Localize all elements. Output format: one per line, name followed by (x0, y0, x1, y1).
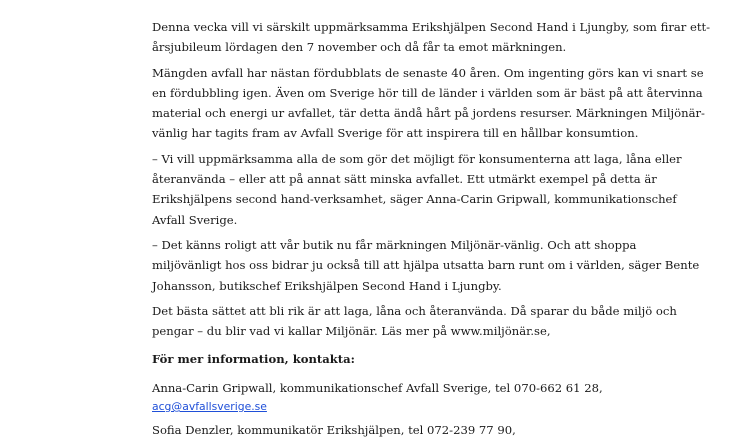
text-line: material och energi ur avfallet, tär detta ändå hårt på jordens resurser. Märkningen Miljönär- (152, 106, 705, 121)
text-line: miljövänligt hos oss bidrar ju också till att hjälpa utsatta barn runt om i världen, säger Bente (152, 258, 700, 273)
text-line: – Det känns roligt att vår butik nu får märkningen Miljönär-vänlig. Och att shoppa (152, 237, 637, 252)
paragraph-quote-gripwall (152, 149, 682, 230)
text-line: Det bästa sättet att bli rik är att laga, låna och återanvända. Då sparar du både miljö och (152, 303, 677, 318)
text-line: Erikshjälpens second hand-verksamhet, säger Anna-Carin Gripwall, kommunikationschef (152, 192, 677, 207)
text-line: Denna vecka vill vi särskilt uppmärksamma Erikshjälpen Second Hand i Ljungby, som firar ett- (152, 20, 711, 34)
text-line: en fördubbling igen. Även om Sverige hör till de länder i världen som är bäst på att återvinna (152, 85, 703, 100)
contact-person-denzler: Sofia Denzler, kommunikatör Erikshjälpen, tel 072-239 77 90, (152, 423, 516, 438)
text-line: Mängden avfall har nästan fördubblats de senaste 40 åren. Om ingenting görs kan vi snart se (152, 65, 704, 80)
text-line: pengar – du blir vad vi kallar Miljönär. Läs mer på www.miljönär.se, (152, 324, 551, 339)
contact-person-gripwall: Anna-Carin Gripwall, kommunikationschef Avfall Sverige, tel 070-662 61 28, (152, 380, 603, 395)
contact-email-row (152, 398, 632, 415)
paragraph-quote-johansson (152, 235, 700, 296)
paragraph-waste-growth (152, 63, 705, 144)
text-line: återanvända – eller att på annat sätt minska avfallet. Ett utmärkt exempel på detta är (152, 172, 657, 187)
contact-block (152, 378, 632, 440)
text-line: vänlig har tagits fram av Avfall Sverige för att inspirera till en hållbar konsumtion. (152, 126, 639, 141)
email-link-acg[interactable]: acg@avfallsverige.se (152, 400, 267, 414)
text-line: årsjubileum lördagen den 7 november och då får ta emot märkningen. (152, 40, 567, 55)
paragraph-anniversary (152, 17, 711, 58)
paragraph-closing (152, 301, 677, 342)
text-line: – Vi vill uppmärksamma alla de som gör det möjligt för konsumenterna att laga, låna eller (152, 151, 682, 166)
text-line: Avfall Sverige. (152, 212, 238, 227)
text-line: Johansson, butikschef Erikshjälpen Second Hand i Ljungby. (152, 278, 502, 293)
contact-heading: För mer information, kontakta: (152, 352, 355, 367)
press-release-body (152, 17, 711, 440)
